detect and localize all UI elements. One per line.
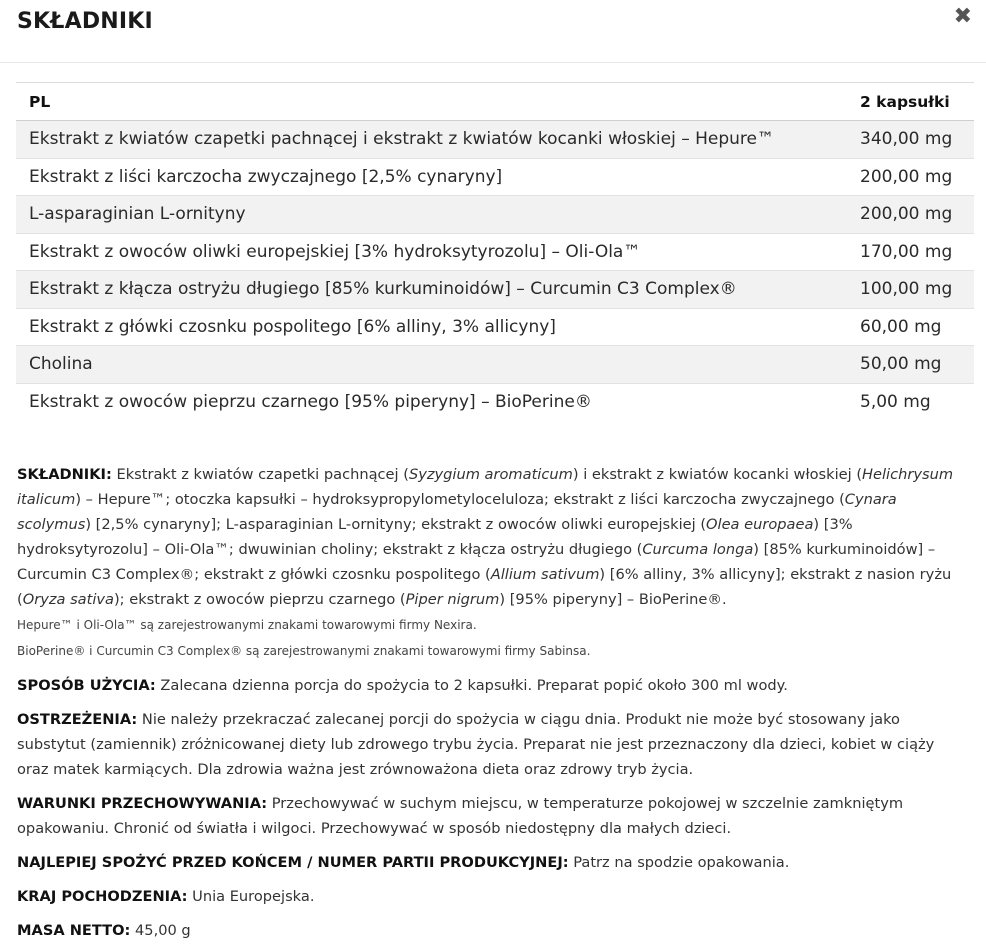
section-label: SPOSÓB UŻYCIA: [17, 677, 156, 694]
ingredient-name: Ekstrakt z owoców pieprzu czarnego [95% piperyny] – BioPerine® [29, 391, 592, 412]
table-row [16, 121, 974, 159]
product-details [17, 462, 967, 943]
ingredients-text: ) i ekstrakt z kwiatów kocanki włoskiej ( [572, 466, 863, 483]
ingredients-text: ) [6% alliny, 3% allicyny]; ekstrakt z nasion ryżu ( [17, 566, 952, 608]
section-label: OSTRZEŻENIA: [17, 711, 138, 728]
ingredient-amount: 5,00 mg [860, 391, 931, 412]
best-before-section [17, 850, 967, 875]
ingredients-table [16, 82, 974, 420]
ingredient-name: Ekstrakt z kłącza ostryżu długiego [85% kurkuminoidów] – Curcumin C3 Complex® [16, 271, 847, 309]
latin-name: Syzygium aromaticum [408, 466, 573, 483]
ingredients-text: ); ekstrakt z owoców pieprzu czarnego ( [113, 591, 406, 608]
ingredients-text: ) [85% kurkuminoidów] – Curcumin C3 Complex®; ekstrakt z główki czosnku pospolitego ( [17, 541, 936, 583]
section-text: 45,00 g [130, 922, 191, 939]
table-row [16, 308, 974, 346]
ingredient-name: L-asparaginian L-ornityny [16, 196, 847, 234]
ingredient-amount: 340,00 mg [847, 121, 974, 159]
ingredient-name: Ekstrakt z owoców oliwki europejskiej [3% hydroksytyrozolu] – Oli-Ola™ [16, 233, 847, 271]
latin-name: Oryza sativa [22, 591, 114, 608]
latin-name: Allium sativum [490, 566, 600, 583]
ingredient-name: Cholina [16, 346, 847, 384]
latin-name: Cynara scolymus [17, 491, 897, 533]
ingredient-amount: 170,00 mg [847, 233, 974, 271]
latin-name: Curcuma longa [642, 541, 754, 558]
section-text: Patrz na spodzie opakowania. [568, 854, 790, 871]
ingredients-paragraph [17, 462, 967, 612]
table-row [16, 158, 974, 196]
ingredient-amount: 100,00 mg [847, 271, 974, 309]
column-header-language: PL [16, 83, 847, 121]
table-row [16, 271, 974, 309]
table-header-row [16, 83, 974, 121]
ingredients-text: ) [95% piperyny] – BioPerine®. [499, 591, 727, 608]
usage-section [17, 673, 967, 698]
section-text: Unia Europejska. [187, 888, 315, 905]
section-text: Zalecana dzienna porcja do spożycia to 2 kapsułki. Preparat popić około 300 ml wody. [155, 677, 788, 694]
section-label: WARUNKI PRZECHOWYWANIA: [17, 795, 268, 812]
ingredients-text: ) [3% hydroksytyrozolu] – Oli-Ola™; dwuwinian choliny; ekstrakt z kłącza ostryżu długiego ( [17, 516, 853, 558]
latin-name: Helichrysum italicum [17, 466, 954, 508]
section-label: KRAJ POCHODZENIA: [17, 888, 188, 905]
section-label: NAJLEPIEJ SPOŻYĆ PRZED KOŃCEM / NUMER PARTII PRODUKCYJNEJ: [17, 854, 569, 871]
ingredient-amount: 60,00 mg [847, 308, 974, 346]
ingredient-amount: 50,00 mg [847, 346, 974, 384]
table-row [16, 346, 974, 384]
table-row [16, 196, 974, 234]
warnings-section [17, 707, 967, 782]
table-row [16, 383, 974, 420]
table-row [16, 233, 974, 271]
trademark-note: BioPerine® i Curcumin C3 Complex® są zarejestrowanymi znakami towarowymi firmy Sabinsa. [17, 644, 591, 658]
ingredients-text: Ekstrakt z kwiatów czapetki pachnącej ( [111, 466, 409, 483]
modal-header [0, 0, 986, 63]
section-text: Nie należy przekraczać zalecanej porcji do spożycia w ciągu dnia. Produkt nie może być stosowany jako substytut (zamiennik) zróżnicowanej diety lub zdrowego trybu życia. Preparat nie jest przeznaczony dla dzieci, kobiet w ciąży oraz matek karmiących. Dla zdrowia ważna jest zrównoważona dieta oraz zdrowy tryb życia. [17, 711, 935, 778]
trademark-note: Hepure™ i Oli-Ola™ są zarejestrowanymi znakami towarowymi firmy Nexira. [17, 618, 477, 632]
column-header-portion: 2 kapsułki [847, 83, 974, 121]
latin-name: Olea europaea [706, 516, 814, 533]
ingredient-amount: 200,00 mg [847, 196, 974, 234]
ingredient-name: Ekstrakt z główki czosnku pospolitego [6% alliny, 3% allicyny] [16, 308, 847, 346]
section-label: MASA NETTO: [17, 922, 131, 939]
section-text: Przechowywać w suchym miejscu, w temperaturze pokojowej w szczelnie zamkniętym opakowaniu. Chronić od światła i wilgoci. Przechowywać w sposób niedostępny dla małych dzieci. [17, 795, 904, 837]
ingredient-name: Ekstrakt z kwiatów czapetki pachnącej i ekstrakt z kwiatów kocanki włoskiej – Hepure™ [16, 121, 847, 159]
ingredients-text: ) [2,5% cynaryny]; L-asparaginian L-ornityny; ekstrakt z owoców oliwki europejskiej ( [85, 516, 707, 533]
origin-section [17, 884, 967, 909]
ingredient-amount: 200,00 mg [847, 158, 974, 196]
ingredient-name: Ekstrakt z liści karczocha zwyczajnego [2,5% cynaryny] [16, 158, 847, 196]
ingredients-text: ) – Hepure™; otoczka kapsułki – hydroksypropylometyloceluloza; ekstrakt z liści karczocha zwyczajnego ( [75, 491, 845, 508]
ingredients-table-container [16, 82, 974, 420]
close-icon[interactable]: ✖ [953, 4, 972, 29]
storage-section [17, 791, 967, 841]
modal-title: SKŁADNIKI [17, 9, 153, 34]
latin-name: Piper nigrum [405, 591, 500, 608]
net-weight-section [17, 918, 967, 943]
ingredients-label: SKŁADNIKI: [17, 466, 112, 483]
